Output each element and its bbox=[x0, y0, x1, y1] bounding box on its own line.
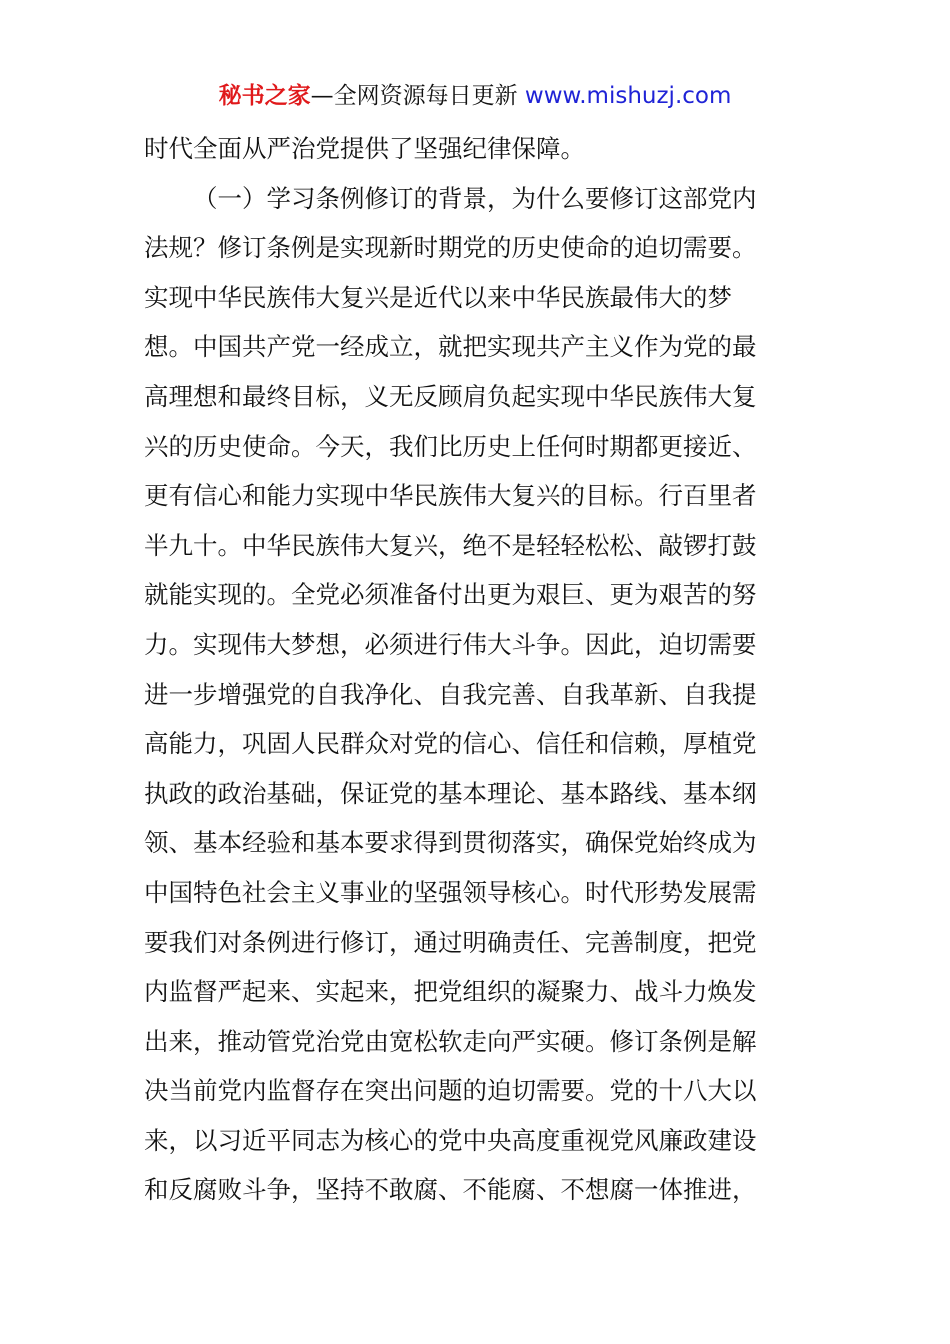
body-line: 要我们对条例进行修订，通过明确责任、完善制度，把党 bbox=[144, 927, 757, 957]
body-line: 力。实现伟大梦想，必须进行伟大斗争。因此，迫切需要 bbox=[144, 629, 757, 659]
body-line: 来，以习近平同志为核心的党中央高度重视党风廉政建设 bbox=[144, 1125, 757, 1155]
body-line: 高能力，巩固人民群众对党的信心、信任和信赖，厚植党 bbox=[144, 729, 757, 759]
body-line: 进一步增强党的自我净化、自我完善、自我革新、自我提 bbox=[144, 679, 757, 709]
body-line: 出来，推动管党治党由宽松软走向严实硬。修订条例是解 bbox=[144, 1026, 757, 1056]
body-line: 执政的政治基础，保证党的基本理论、基本路线、基本纲 bbox=[144, 778, 757, 808]
section-heading-line: （一）学习条例修订的背景，为什么要修订这部党内 bbox=[193, 183, 757, 213]
body-line: 决当前党内监督存在突出问题的迫切需要。党的十八大以 bbox=[144, 1076, 757, 1106]
body-line: 兴的历史使命。今天，我们比历史上任何时期都更接近、 bbox=[144, 431, 757, 461]
body-line: 领、基本经验和基本要求得到贯彻落实，确保党始终成为 bbox=[144, 828, 757, 858]
page-header bbox=[0, 80, 950, 112]
website-link[interactable]: www.mishuzj.com bbox=[524, 83, 732, 109]
body-line: 内监督严起来、实起来，把党组织的凝聚力、战斗力焕发 bbox=[144, 977, 757, 1007]
body-line: 中国特色社会主义事业的坚强领导核心。时代形势发展需 bbox=[144, 877, 757, 907]
brand-name: 秘书之家 bbox=[218, 83, 311, 109]
header-tagline: —全网资源每日更新 bbox=[310, 83, 518, 109]
body-line: 半九十。中华民族伟大复兴，绝不是轻轻松松、敲锣打鼓 bbox=[144, 530, 757, 560]
body-line: 法规？修订条例是实现新时期党的历史使命的迫切需要。 bbox=[144, 233, 757, 263]
body-line: 高理想和最终目标，义无反顾肩负起实现中华民族伟大复 bbox=[144, 381, 757, 411]
document-body bbox=[144, 124, 814, 1215]
body-line: 就能实现的。全党必须准备付出更为艰巨、更为艰苦的努 bbox=[144, 580, 757, 610]
body-line: 时代全面从严治党提供了坚强纪律保障。 bbox=[144, 134, 585, 163]
body-line: 实现中华民族伟大复兴是近代以来中华民族最伟大的梦 bbox=[144, 282, 732, 312]
body-line: 更有信心和能力实现中华民族伟大复兴的目标。行百里者 bbox=[144, 481, 757, 511]
body-line: 和反腐败斗争，坚持不敢腐、不能腐、不想腐一体推进， bbox=[144, 1175, 757, 1205]
body-line: 想。中国共产党一经成立，就把实现共产主义作为党的最 bbox=[144, 332, 757, 362]
